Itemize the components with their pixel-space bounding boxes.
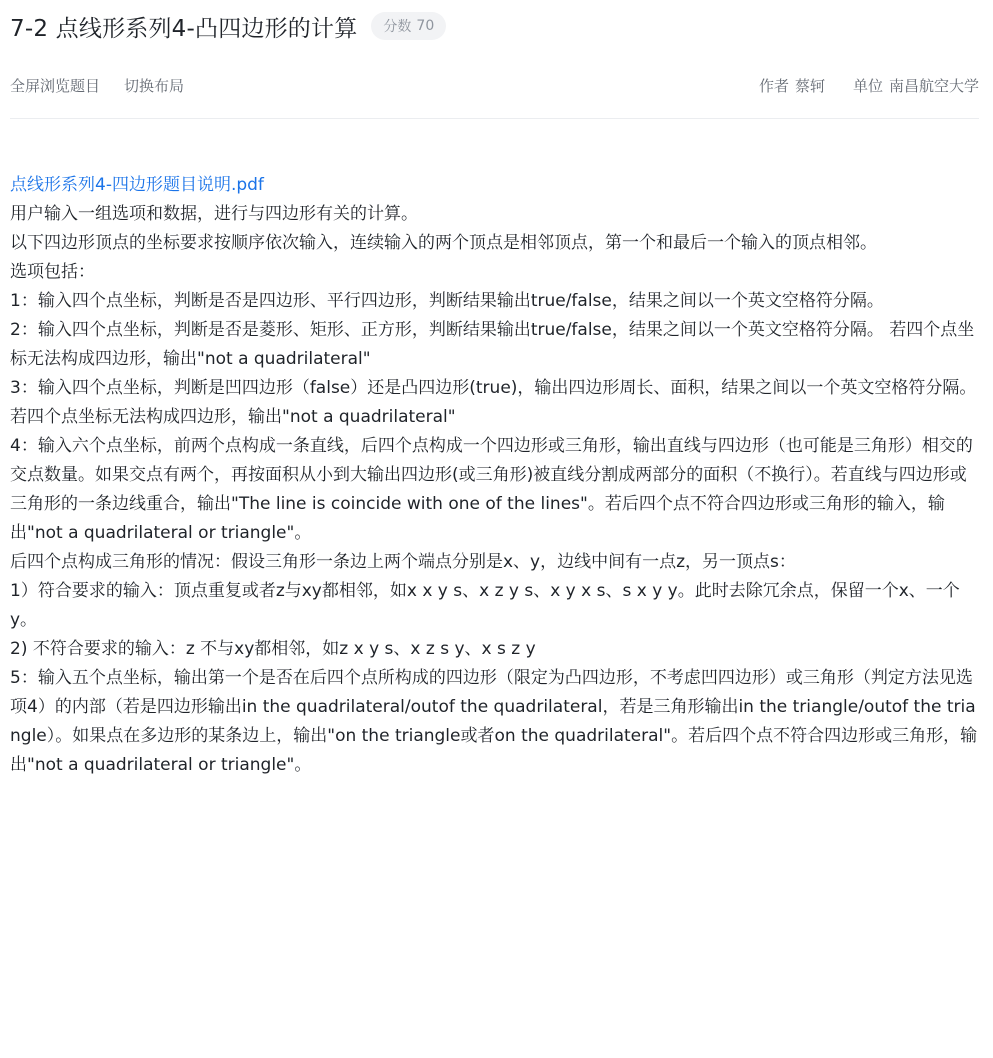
description-paragraph: 选项包括： xyxy=(10,262,95,282)
unit-label: 单位 xyxy=(852,76,883,95)
meta-row xyxy=(10,52,979,119)
description-paragraph: 3：输入四个点坐标，判断是凹四边形（false）还是凸四边形(true)，输出四边形周长、面积，结果之间以一个英文空格符分隔。 若四个点坐标无法构成四边形，输出"not a quadrilateral" xyxy=(10,378,977,427)
unit-name: 南昌航空大学 xyxy=(888,76,979,95)
description-paragraph: 以下四边形顶点的坐标要求按顺序依次输入，连续输入的两个顶点是相邻顶点，第一个和最后一个输入的顶点相邻。 xyxy=(10,233,877,253)
description-paragraph: 1：输入四个点坐标，判断是否是四边形、平行四边形，判断结果输出true/false，结果之间以一个英文空格符分隔。 xyxy=(10,291,884,311)
unit-info xyxy=(853,75,979,96)
score-value: 70 xyxy=(416,18,435,34)
score-label: 分数 xyxy=(383,19,412,35)
problem-title: 7-2 点线形系列4-凸四边形的计算 xyxy=(10,15,358,42)
author-name: 蔡轲 xyxy=(794,76,825,95)
author-info xyxy=(759,75,825,96)
score-badge xyxy=(371,12,446,40)
description-paragraph: 2) 不符合要求的输入：z 不与xy都相邻，如z x y s、x z s y、x s z y xyxy=(10,639,536,659)
toolbar xyxy=(10,75,208,96)
pdf-attachment-link[interactable]: 点线形系列4-四边形题目说明.pdf xyxy=(10,175,264,195)
description-paragraph: 5：输入五个点坐标，输出第一个是否在后四个点所构成的四边形（限定为凸四边形，不考虑凹四边形）或三角形（判定方法见选项4）的内部（若是四边形输出in the quadrilateral/outof the quadrilateral，若是三角形输出in the triangle/outof the triangle）。如果点在多边形的某条边上，输出"on the triangle或者on the quadrilateral"。若后四个点不符合四边形或三角形，输出"not a quadrilateral or triangle"。 xyxy=(10,668,978,775)
description-paragraph: 用户输入一组选项和数据，进行与四边形有关的计算。 xyxy=(10,204,418,224)
title-row xyxy=(10,0,979,52)
fullscreen-button[interactable]: 全屏浏览题目 xyxy=(10,76,101,95)
description-paragraph: 4：输入六个点坐标，前两个点构成一条直线，后四个点构成一个四边形或三角形，输出直线与四边形（也可能是三角形）相交的交点数量。如果交点有两个，再按面积从小到大输出四边形(或三角形)被直线分割成两部分的面积（不换行）。若直线与四边形或三角形的一条边线重合，输出"The line is coincide with one of the lines"。若后四个点不符合四边形或三角形的输入，输出"not a quadrilateral or triangle"。 xyxy=(10,436,973,543)
switch-layout-button[interactable]: 切换布局 xyxy=(124,76,185,95)
author-label: 作者 xyxy=(758,76,789,95)
description-paragraph: 1）符合要求的输入：顶点重复或者z与xy都相邻，如x x y s、x z y s、x y x s、s x y y。此时去除冗余点，保留一个x、一个y。 xyxy=(10,581,960,630)
problem-description xyxy=(10,119,979,780)
description-paragraph: 2：输入四个点坐标，判断是否是菱形、矩形、正方形，判断结果输出true/false，结果之间以一个英文空格符分隔。 若四个点坐标无法构成四边形，输出"not a quadrilateral" xyxy=(10,320,975,369)
problem-info xyxy=(731,75,979,96)
description-paragraph: 后四个点构成三角形的情况：假设三角形一条边上两个端点分别是x、y，边线中间有一点z，另一顶点s： xyxy=(10,552,796,572)
